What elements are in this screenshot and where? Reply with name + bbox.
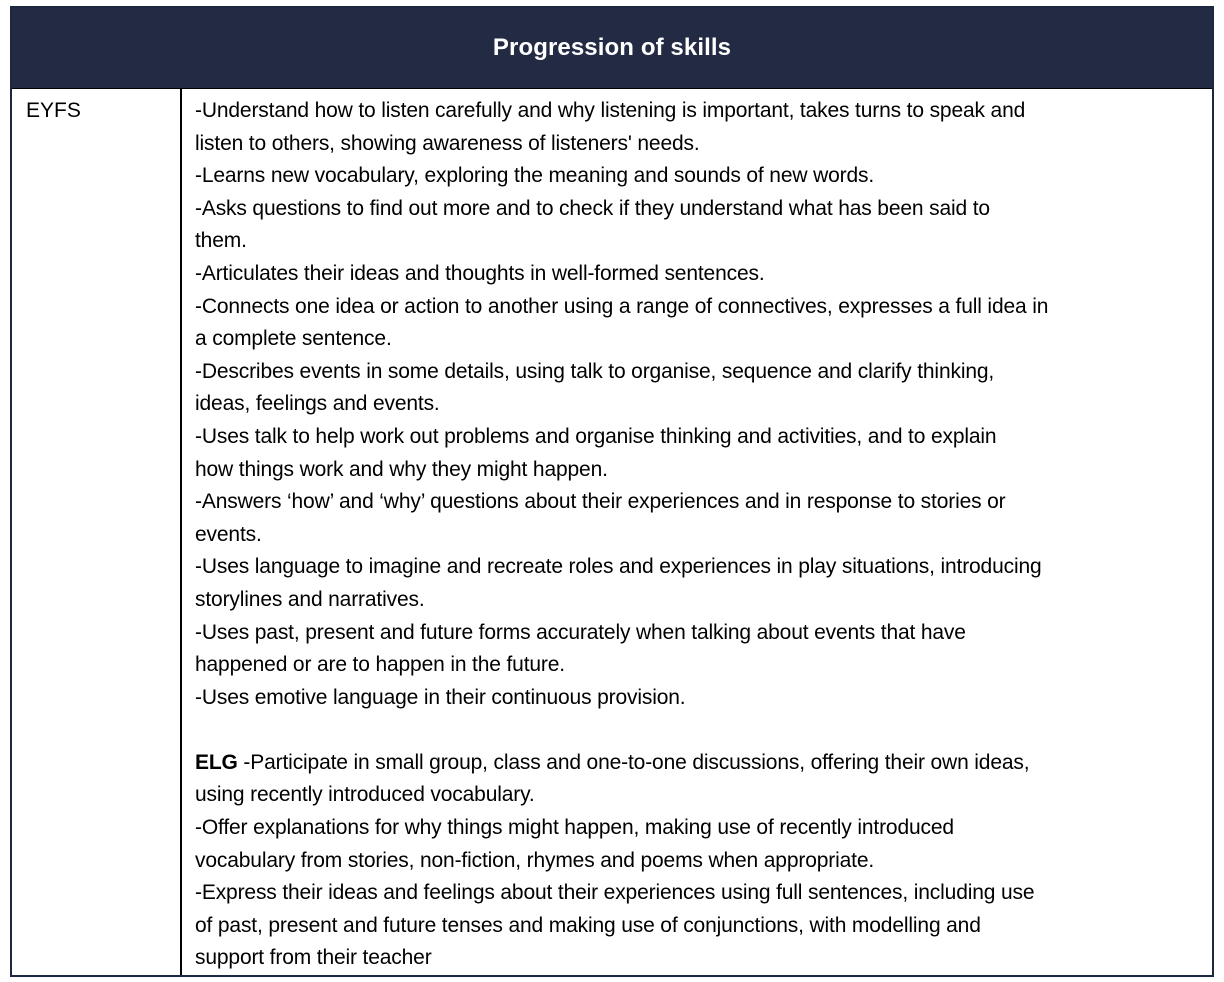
- progression-table: [10, 6, 1214, 977]
- elg-skill-line: support from their teacher: [195, 946, 432, 970]
- skill-line: -Uses emotive language in their continuous provision.: [195, 685, 686, 709]
- elg-skill-line: -Express their ideas and feelings about their experiences using full sentences, including use: [195, 881, 1035, 905]
- stage-label: EYFS: [26, 99, 81, 122]
- skill-line: -Uses language to imagine and recreate roles and experiences in play situations, introducing: [195, 555, 1042, 579]
- skill-line: ideas, feelings and events.: [195, 392, 440, 416]
- elg-skill-line: -Offer explanations for why things might happen, making use of recently introduced: [195, 816, 954, 840]
- skill-line: them.: [195, 229, 247, 253]
- elg-skill-line: using recently introduced vocabulary.: [195, 783, 535, 807]
- table-header: [12, 8, 1212, 88]
- skill-line: -Connects one idea or action to another using a range of connectives, expresses a full idea in: [195, 294, 1049, 318]
- skill-line: -Learns new vocabulary, exploring the meaning and sounds of new words.: [195, 164, 875, 188]
- elg-label: ELG: [195, 750, 238, 774]
- skill-line: -Asks questions to find out more and to check if they understand what has been said to: [195, 196, 990, 220]
- header-title: Progression of skills: [492, 34, 732, 61]
- elg-skill-line: of past, present and future tenses and making use of conjunctions, with modelling and: [195, 913, 981, 937]
- stage-cell: [12, 89, 182, 975]
- skill-line: -Describes events in some details, using talk to organise, sequence and clarify thinking,: [195, 359, 995, 383]
- skill-line: storylines and narratives.: [195, 587, 425, 611]
- skill-line: -Answers ‘how’ and ‘why’ questions about their experiences and in response to stories or: [195, 490, 1006, 514]
- skill-line: -Articulates their ideas and thoughts in well-formed sentences.: [195, 261, 765, 285]
- elg-first-text: -Participate in small group, class and one-to-one discussions, offering their own ideas,: [237, 750, 1030, 774]
- skill-line: happened or are to happen in the future.: [195, 653, 565, 677]
- skill-line: -Uses talk to help work out problems and organise thinking and activities, and to explain: [195, 424, 997, 448]
- table-row: [12, 88, 1212, 975]
- skills-cell: [182, 89, 1212, 975]
- skill-line: -Uses past, present and future forms accurately when talking about events that have: [195, 620, 966, 644]
- skill-line: a complete sentence.: [195, 327, 392, 351]
- skill-line: events.: [195, 522, 262, 546]
- skill-line: how things work and why they might happen.: [195, 457, 608, 481]
- elg-skill-line: vocabulary from stories, non-fiction, rhymes and poems when appropriate.: [195, 848, 875, 872]
- skill-line: listen to others, showing awareness of listeners' needs.: [195, 131, 700, 155]
- elg-line: [195, 747, 1200, 780]
- blank-line: [195, 714, 1200, 747]
- skill-line: -Understand how to listen carefully and why listening is important, takes turns to speak and: [195, 99, 1026, 122]
